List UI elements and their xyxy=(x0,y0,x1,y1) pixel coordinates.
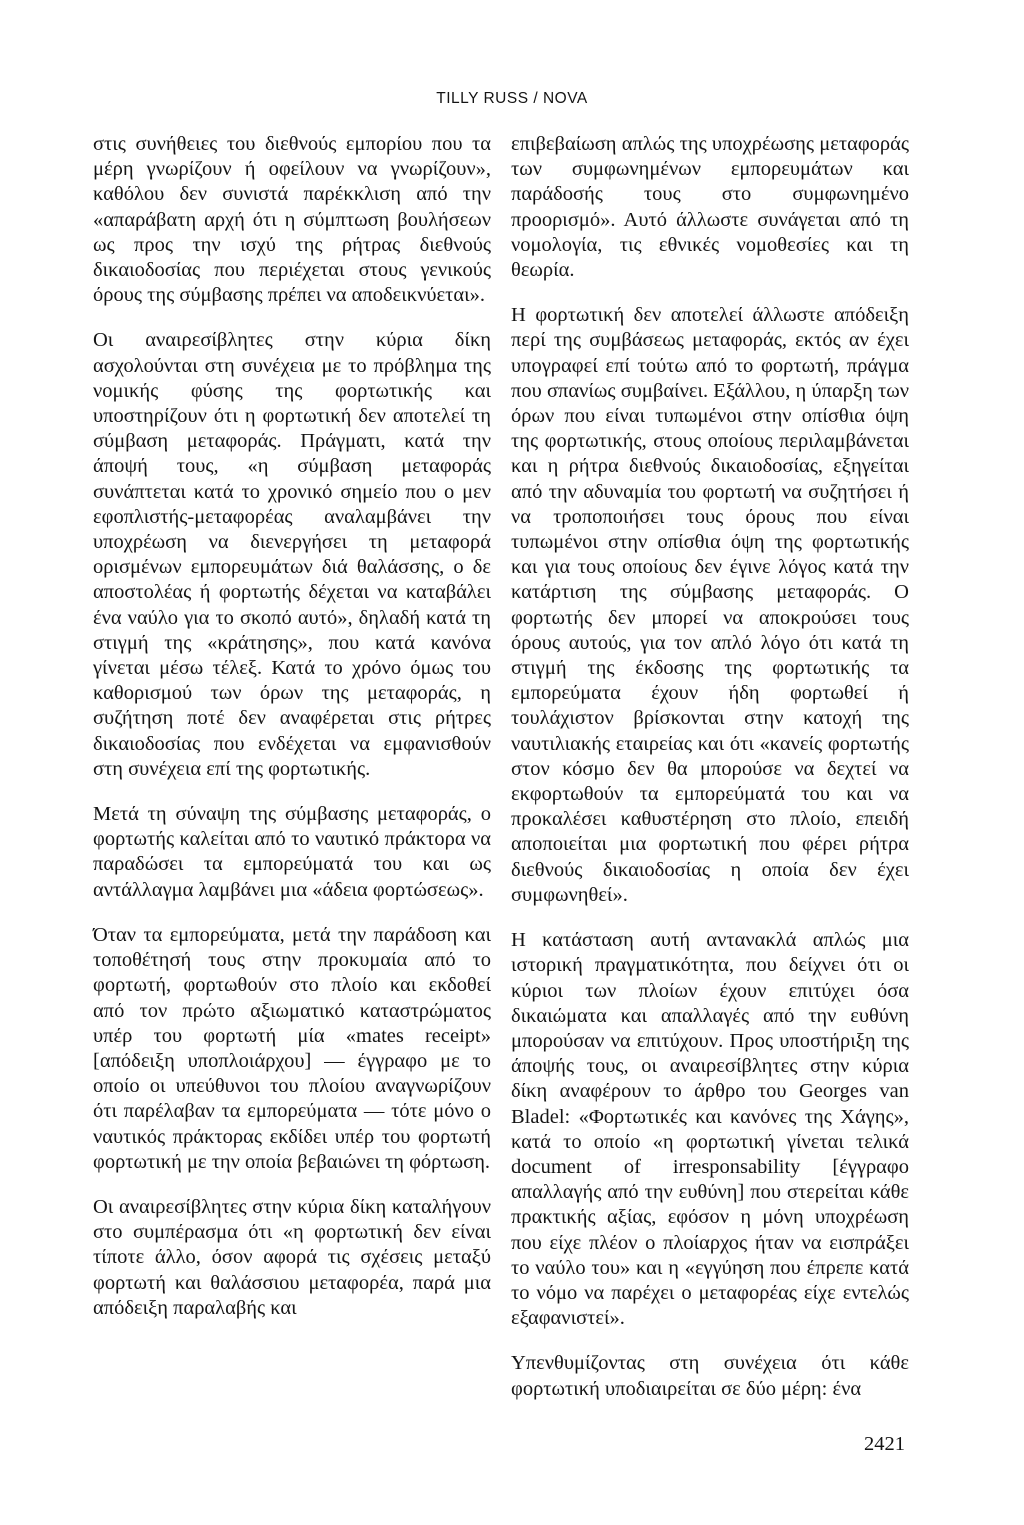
left-column xyxy=(93,132,491,1341)
paragraph: επιβεβαίωση απλώς της υποχρέωσης μεταφοράς των συμφωνημένων εμπορευμάτων και παράδοσής τους στο συμφωνημένο προορισμό». Αυτό άλλωστε συνάγεται από τη νομολογία, τις εθνικές νομοθεσίες και τη θεωρία. xyxy=(511,133,909,282)
paragraph: Η κατάσταση αυτή αντανακλά απλώς μια ιστορική πραγματικότητα, που δείχνει ότι οι κύριοι των πλοίων έχουν επιτύχει όσα δικαιώματα και απαλλαγές από την ευθύνη μπορούσαν να επιτύχουν. Προς υποστήριξη της άποψής τους, οι αναιρεσίβλητες στην κύρια δίκη αναφέρουν το άρθρο του Georges van Bladel: «Φορτωτικές και κανόνες της Χάγης», κατά το οποίο «η φορτωτική γίνεται τελικά document of irresponsability [έγγραφο απαλλαγής από την ευθύνη] που στερείται κάθε πρακτικής αξίας, εφόσον η μόνη υποχρέωση που είχε πλέον ο πλοίαρχος ήταν να εισπράξει το ναύλο του» και η «εγγύηση που έπρεπε κατά το νόμο να παρέχει ο μεταφορέας είχε εντελώς εξαφανιστεί». xyxy=(511,929,909,1330)
paragraph: Οι αναιρεσίβλητες στην κύρια δίκη ασχολούνται στη συνέχεια με το πρόβλημα της νομικής φύσης της φορτωτικής και υποστηρίζουν ότι η φορτωτική δεν αποτελεί τη σύμβαση μεταφοράς. Πράγματι, κατά την άποψή τους, «η σύμβαση μεταφοράς συνάπτεται κατά το χρονικό σημείο που ο μεν εφοπλιστής-μεταφορέας αναλαμβάνει την υποχρέωση να διενεργήσει τη μεταφορά ορισμένων εμπορευμάτων διά θαλάσσης, ο δε αποστολέας ή φορτωτής δέχεται να καταβάλει ένα ναύλο για το σκοπό αυτό», δηλαδή κατά τη στιγμή της «κράτησης», που κατά κανόνα γίνεται μέσω τέλεξ. Κατά το χρόνο όμως του καθορισμού των όρων της μεταφοράς, η συζήτηση ποτέ δεν αναφέρεται στις ρήτρες δικαιοδοσίας που ενδέχεται να εμφανισθούν στη συνέχεια επί της φορτωτικής. xyxy=(93,329,491,780)
paragraph: Η φορτωτική δεν αποτελεί άλλωστε απόδειξη περί της συμβάσεως μεταφοράς, εκτός αν έχει υπογραφεί επί τούτω από το φορτωτή, πράγμα που σπανίως συμβαίνει. Εξάλλου, η ύπαρξη των όρων που είναι τυπωμένοι στην οπίσθια όψη της φορτωτικής, στους οποίους περιλαμβάνεται και η ρήτρα διεθνούς δικαιοδοσίας, εξηγείται από την αδυναμία του φορτωτή να συζητήσει ή να τροποποιήσει τους όρους που είναι τυπωμένοι στην οπίσθια όψη της φορτωτικής και για τους οποίους δεν έγινε λόγος κατά την κατάρτιση της σύμβασης μεταφοράς. Ο φορτωτής δεν μπορεί να αποκρούσει τους όρους αυτούς, για τον απλό λόγο ότι κατά τη στιγμή της έκδοσης της φορτωτικής τα εμπορεύματα έχουν ήδη φορτωθεί ή τουλάχιστον βρίσκονται στην κατοχή της ναυτιλιακής εταιρείας και ότι «κανείς φορτωτής στον κόσμο δεν θα μπορούσε να δεχτεί να εκφορτωθούν τα εμπορεύματά του και να προκαλέσει καθυστέρηση στο πλοίο, επειδή αποποιείται μια φορτωτική που φέρει ρήτρα διεθνούς δικαιοδοσίας η οποία δεν έχει συμφωνηθεί». xyxy=(511,304,909,906)
right-column xyxy=(511,132,909,1422)
page-number: 2421 xyxy=(864,1433,905,1455)
running-head: TILLY RUSS / NOVA xyxy=(436,90,588,107)
paragraph: Όταν τα εμπορεύματα, μετά την παράδοση και τοποθέτησή τους στην προκυμαία από το φορτωτή, φορτωθούν στο πλοίο και εκδοθεί από τον πρώτο αξιωματικό καταστρώματος υπέρ του φορτωτή μία «mates receipt» [απόδειξη υποπλοιάρχου] — έγγραφο με το οποίο οι υπεύθυνοι του πλοίου αναγνωρίζουν ότι παρέλαβαν τα εμπορεύματα — τότε μόνο ο ναυτικός πράκτορας εκδίδει υπέρ του φορτωτή φορτωτική με την οποία βεβαιώνει τη φόρτωση. xyxy=(93,923,491,1173)
paragraph: Οι αναιρεσίβλητες στην κύρια δίκη καταλήγουν στο συμπέρασμα ότι «η φορτωτική δεν είναι τίποτε άλλο, όσον αφορά τις σχέσεις μεταξύ φορτωτή και θαλάσσιου μεταφορέα, παρά μια απόδειξη παραλαβής και xyxy=(93,1195,491,1319)
paragraph: Υπενθυμίζοντας στη συνέχεια ότι κάθε φορτωτική υποδιαιρείται σε δύο μέρη: ένα xyxy=(511,1352,909,1400)
paragraph: Μετά τη σύναψη της σύμβασης μεταφοράς, ο φορτωτής καλείται από το ναυτικό πράκτορα να παραδώσει τα εμπορεύματά του και ως αντάλλαγμα λαμβάνει μια «άδεια φορτώσεως». xyxy=(93,803,491,901)
paragraph: στις συνήθειες του διεθνούς εμπορίου που τα μέρη γνωρίζουν ή οφείλουν να γνωρίζουν», καθόλου δεν συνιστά παρέκκλιση από την «απαράβατη αρχή ότι η σύμπτωση βουλήσεων ως προς την ισχύ της ρήτρας διεθνούς δικαιοδοσίας που περιέχεται στους γενικούς όρους της σύμβασης πρέπει να αποδεικνύεται». xyxy=(93,133,491,307)
